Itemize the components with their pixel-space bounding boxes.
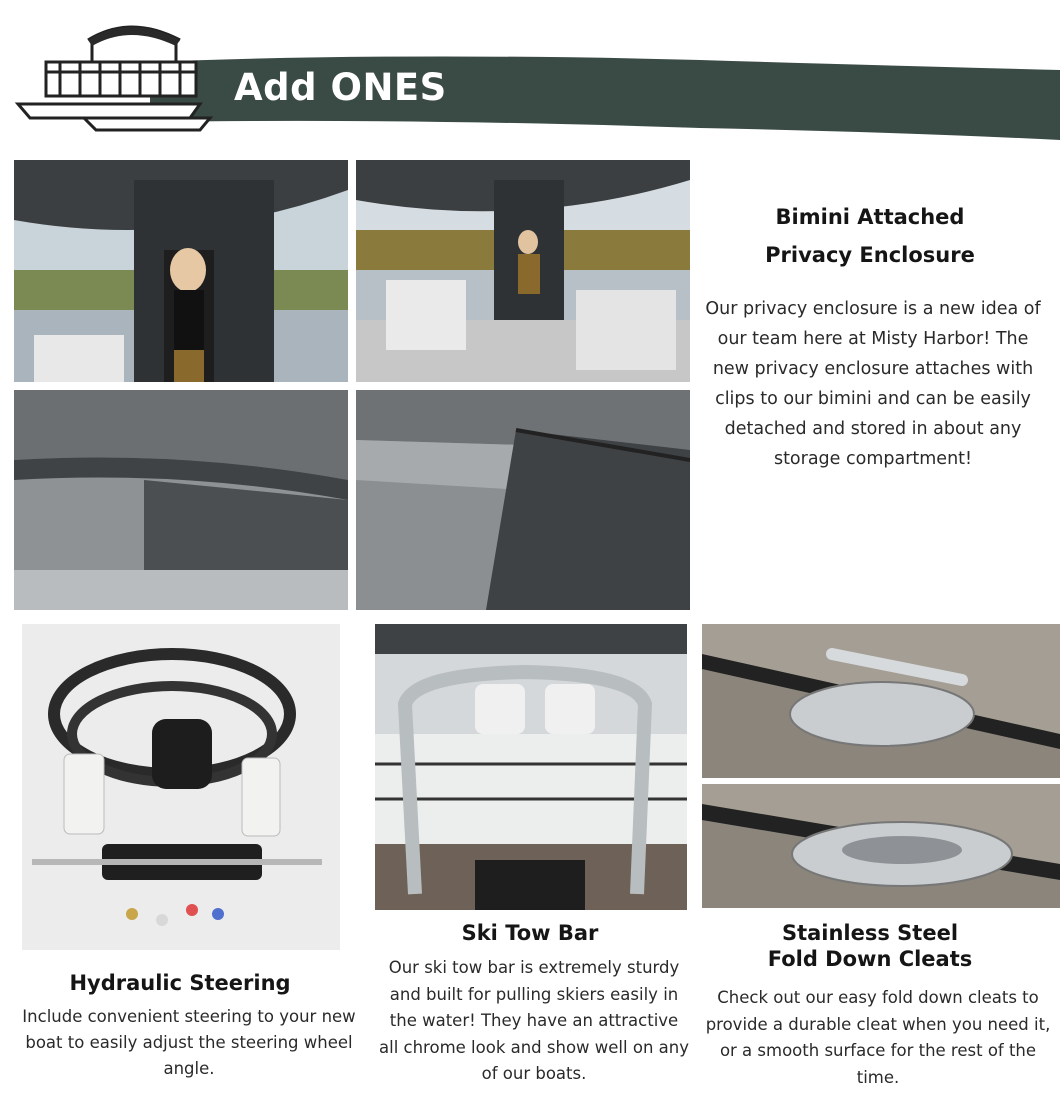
privacy-enclosure-photo-1 (14, 160, 348, 382)
hydraulic-steering-description: Include convenient steering to your new boat to easily adjust the steering wheel angle. (22, 1007, 356, 1078)
cleats-heading-line1: Stainless Steel (781, 921, 959, 945)
privacy-enclosure-clip-photo-1 (14, 390, 348, 610)
fold-down-cleats-description: Check out our easy fold down cleats to provide a durable cleat when you need it, or a smooth surface for the rest of the time. (705, 988, 1051, 1087)
fold-down-cleat-photo-2 (702, 784, 1060, 908)
pontoon-boat-icon (18, 27, 210, 130)
banner-title: Add ONES (234, 66, 447, 109)
privacy-heading-line1: Bimini Attached (775, 205, 965, 229)
fold-down-cleat-photo-1 (702, 624, 1060, 778)
privacy-enclosure-heading (700, 204, 1040, 269)
privacy-enclosure-clip-photo-2 (356, 390, 690, 610)
ski-tow-bar-description: Our ski tow bar is extremely sturdy and built for pulling skiers easily in the water! They have an attractive all chrome look and show well on any of our boats. (379, 958, 689, 1083)
fold-down-cleats-heading (700, 920, 1040, 973)
ski-tow-bar-photo (375, 624, 687, 910)
ski-tow-bar-heading: Ski Tow Bar (461, 921, 599, 945)
cleats-heading-line2: Fold Down Cleats (767, 947, 973, 972)
banner-background (0, 0, 1060, 150)
privacy-enclosure-photo-2 (356, 160, 690, 382)
hydraulic-steering-photo (22, 624, 340, 950)
privacy-heading-line2: Privacy Enclosure (765, 243, 975, 268)
privacy-enclosure-description: Our privacy enclosure is a new idea of our team here at Misty Harbor! The new privacy enclosure attaches with clips to our bimini and can be easily detached and stored in about any storage compartment! (705, 299, 1041, 469)
hydraulic-steering-heading: Hydraulic Steering (69, 971, 291, 995)
header-banner (0, 0, 1060, 150)
